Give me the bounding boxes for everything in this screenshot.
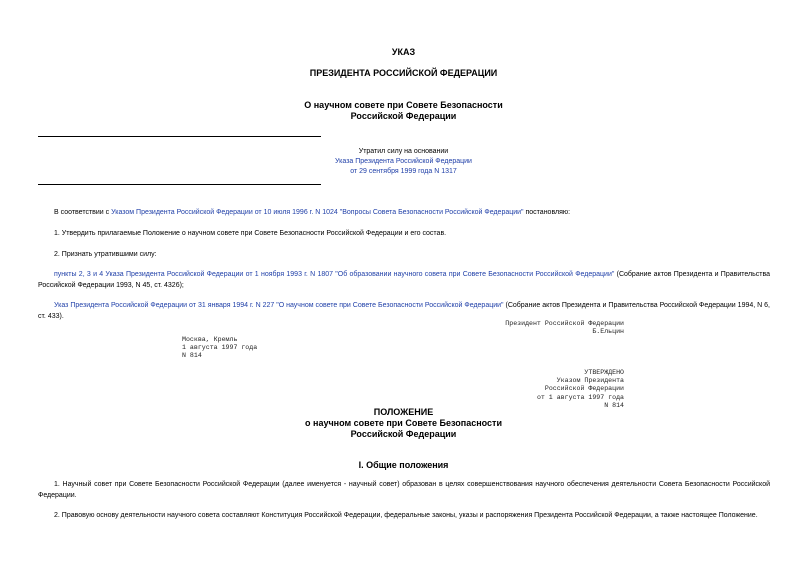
- regulation-title: ПОЛОЖЕНИЕ: [373, 407, 434, 417]
- approved-number: N 814: [604, 401, 624, 409]
- regulation-subtitle-line2: Российской Федерации: [350, 429, 457, 439]
- repealed-item-2: [38, 300, 770, 322]
- bottom-divider: [38, 184, 321, 185]
- approved-by: Указом Президента: [556, 377, 624, 385]
- approved-label: УТВЕРЖДЕНО: [584, 369, 624, 376]
- signature-title: Президент Российской Федерации: [505, 320, 624, 327]
- regulation-item-2: 2. Правовую основу деятельности научного совета составляют Конституция Российской Федерации, федеральные законы, указы и распоряжения Президента Российской Федерации, а также настоящее Положение.: [54, 512, 758, 519]
- approved-date: от 1 августа 1997 года: [536, 393, 624, 401]
- president-heading: ПРЕЗИДЕНТА РОССИЙСКОЙ ФЕДЕРАЦИИ: [309, 68, 498, 78]
- preamble-suffix: постановляю:: [523, 209, 571, 216]
- approved-country: Российской Федерации: [544, 385, 624, 393]
- approved-block: [537, 369, 624, 410]
- item-1-paragraph: 1. Утвердить прилагаемые Положение о научном совете при Совете Безопасности Российской Федерации и его состав.: [54, 230, 447, 237]
- decree-heading: УКАЗ: [391, 47, 416, 57]
- place-line: Москва, Кремль: [182, 336, 238, 343]
- decree-1807-link[interactable]: пункты 2, 3 и 4 Указа Президента Российской Федерации от 1 ноября 1993 г. N 1807 "Об образовании научного совета при Совете Безопасности Российской Федерации": [54, 271, 615, 278]
- signature-block: [505, 320, 624, 336]
- decree-title-line1: О научном совете при Совете Безопасности: [304, 100, 503, 110]
- repeal-notice-date[interactable]: от 29 сентября 1999 года N 1317: [350, 168, 457, 175]
- top-divider: [38, 136, 321, 137]
- decree-1807-source: (Собрание актов Президента и Правительства Российской Федерации 1993, N 45, ст. 4326);: [38, 271, 771, 289]
- item-2-paragraph: 2. Признать утратившими силу:: [54, 251, 157, 258]
- date-line: 1 августа 1997 года: [182, 344, 258, 352]
- place-date-block: [182, 336, 257, 361]
- preamble-text: В соответствии с: [54, 209, 112, 216]
- section-heading: I. Общие положения: [358, 460, 449, 470]
- decree-title-line2: Российской Федерации: [350, 111, 457, 121]
- repeal-notice-line1: Утратил силу на основании: [358, 148, 449, 155]
- repeal-notice-link[interactable]: Указа Президента Российской Федерации: [335, 158, 472, 165]
- number-line: N 814: [182, 352, 202, 360]
- repealed-item-1: [38, 269, 770, 291]
- signature-name: Б.Ельцин: [592, 328, 624, 336]
- regulation-subtitle-line1: о научном совете при Совете Безопасности: [305, 418, 502, 428]
- regulation-item-1: 1. Научный совет при Совете Безопасности Российской Федерации (далее именуется - научный совет) образован в целях совершенствования научного обеспечения деятельности Совета Безопасности Российской Федерации.: [38, 481, 770, 499]
- decree-1024-link[interactable]: Указом Президента Российской Федерации от 10 июля 1996 г. N 1024 "Вопросы Совета Безопасности Российской Федерации": [111, 209, 524, 216]
- preamble-paragraph: [54, 207, 770, 218]
- decree-227-source: (Собрание актов Президента и Правительства Российской Федерации 1994, N 6, ст. 433).: [38, 302, 771, 320]
- decree-227-link[interactable]: Указ Президента Российской Федерации от 31 января 1994 г. N 227 "О научном совете при Совете Безопасности Российской Федерации": [54, 302, 504, 309]
